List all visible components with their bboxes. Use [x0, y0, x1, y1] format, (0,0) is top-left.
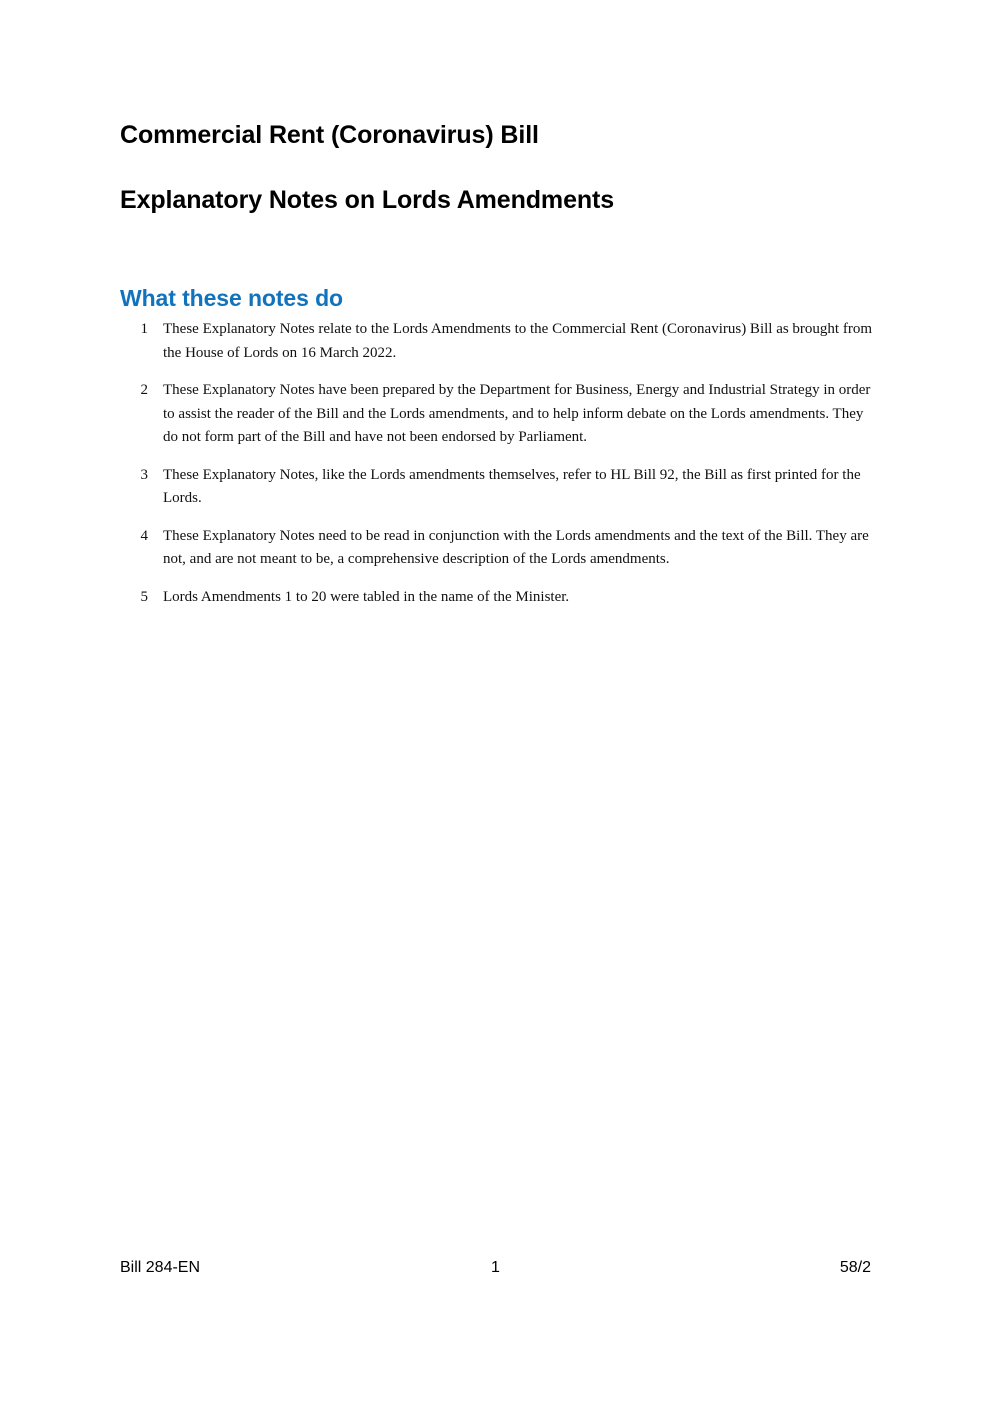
- note-text: Lords Amendments 1 to 20 were tabled in the name of the Minister.: [163, 588, 570, 605]
- note-number: 5: [140, 588, 148, 605]
- footer-bill-number: Bill 284-EN: [120, 1259, 201, 1276]
- note-text: These Explanatory Notes need to be read in conjunction with the Lords amendments and the text of the Bill. They are not, and are not meant to be, a comprehensive description of the Lords amendments.: [163, 527, 869, 567]
- note-number: 2: [140, 382, 148, 398]
- list-item: [120, 379, 872, 450]
- note-text: These Explanatory Notes have been prepared by the Department for Business, Energy and Industrial Strategy in order to assist the reader of the Bill and the Lords amendments, and to help inform debate on the Lords amendments. They do not form part of the Bill and have not been endorsed by Parliament.: [163, 382, 871, 445]
- note-number: 3: [140, 466, 148, 483]
- list-item: [120, 464, 872, 511]
- page-title: [120, 118, 900, 217]
- document-title-line-1: Commercial Rent (Coronavirus) Bill: [120, 121, 539, 149]
- list-item: [120, 318, 872, 365]
- note-text: These Explanatory Notes, like the Lords amendments themselves, refer to HL Bill 92, the Bill as first printed for the Lords.: [163, 466, 861, 506]
- document-title-line-2: Explanatory Notes on Lords Amendments: [120, 186, 615, 214]
- section-heading-what-these-notes-do: What these notes do: [120, 285, 344, 312]
- footer-page-number: 1: [491, 1259, 500, 1276]
- page-footer: [120, 1256, 871, 1280]
- footer-session-number: 58/2: [839, 1259, 871, 1276]
- note-number: 4: [140, 527, 148, 544]
- note-number: 1: [140, 321, 148, 337]
- note-text: These Explanatory Notes relate to the Lords Amendments to the Commercial Rent (Coronavirus) Bill as brought from the House of Lords on 16 March 2022.: [163, 321, 873, 361]
- explanatory-notes-list: [120, 318, 872, 609]
- list-item: [120, 586, 872, 610]
- list-item: [120, 525, 872, 572]
